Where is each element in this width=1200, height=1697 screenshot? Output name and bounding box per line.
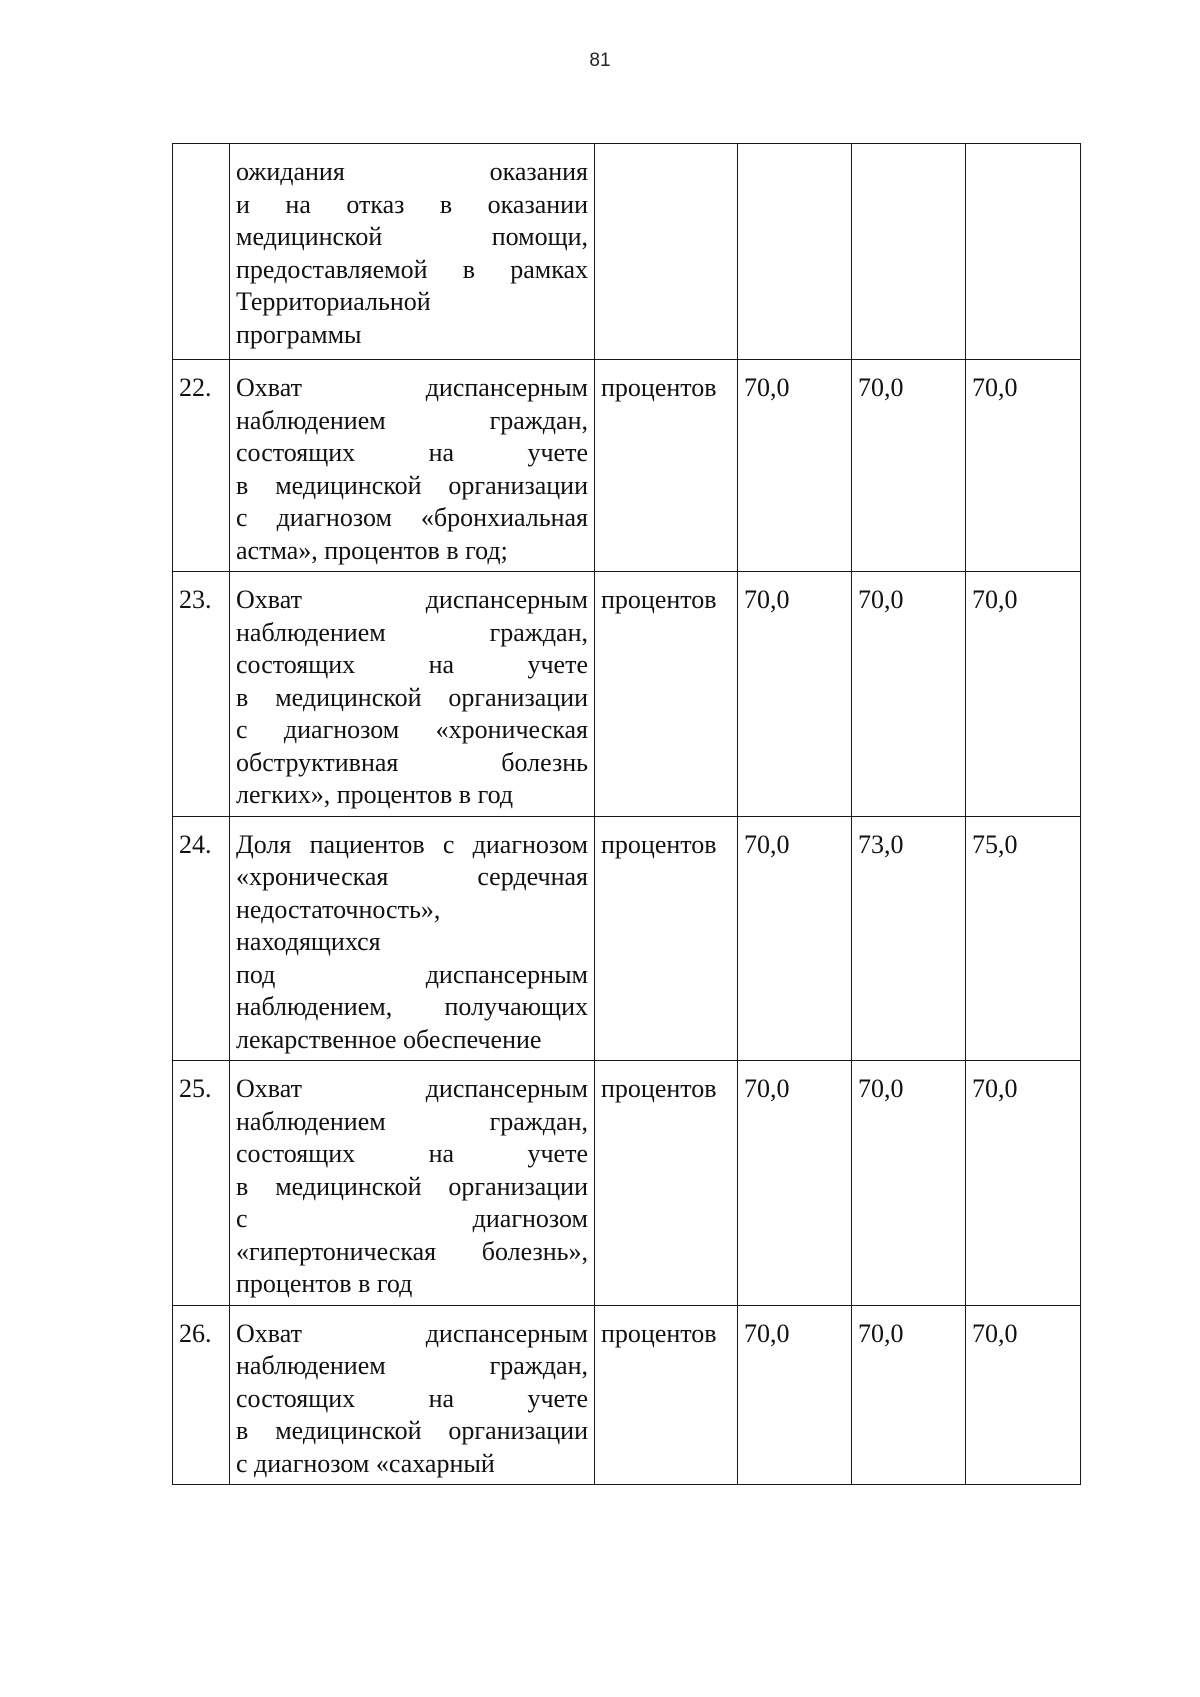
indicator-name-line: Охват диспансерным <box>236 373 588 402</box>
indicator-name-line: наблюдением, получающих <box>236 992 588 1021</box>
row-number-cell <box>173 144 230 360</box>
unit-cell: процентов <box>595 360 738 572</box>
indicator-name-line: находящихся <box>236 927 381 956</box>
value-cell-3: 70,0 <box>966 360 1081 572</box>
page-number: 81 <box>589 50 611 71</box>
indicator-name-line: в медицинской организации <box>236 1171 588 1201</box>
indicator-name-line: недостаточность», <box>236 894 441 924</box>
indicator-name-line: под диспансерным <box>236 959 588 989</box>
value-cell-2: 70,0 <box>852 360 966 572</box>
indicator-name-line: и на отказ в оказании <box>236 189 588 219</box>
indicator-name-line: процентов в год <box>236 1269 413 1298</box>
indicator-name-line: состоящих на учете <box>236 650 588 679</box>
value-cell-2: 70,0 <box>852 1061 966 1306</box>
indicator-name-line: в медицинской организации <box>236 1416 588 1445</box>
indicator-name-line: Охват диспансерным <box>236 1318 588 1348</box>
unit-cell <box>595 144 738 360</box>
table-row <box>173 1061 1081 1306</box>
indicator-name-line: в медицинской организации <box>236 470 588 500</box>
indicator-name-line: Охват диспансерным <box>236 1074 588 1103</box>
indicator-name-cell <box>230 360 595 572</box>
indicator-name-cell <box>230 1305 595 1485</box>
row-number-cell: 23. <box>173 572 230 817</box>
indicator-name-line: наблюдением граждан, <box>236 405 588 435</box>
value-cell-3: 70,0 <box>966 572 1081 817</box>
value-cell-1: 70,0 <box>738 1305 852 1485</box>
indicator-name-line: легких», процентов в год <box>236 780 514 809</box>
indicator-name-cell <box>230 1061 595 1306</box>
table-row <box>173 572 1081 817</box>
unit-cell: процентов <box>595 816 738 1061</box>
indicator-name-line: с диагнозом «хроническая <box>236 715 588 744</box>
value-cell-1: 70,0 <box>738 816 852 1061</box>
value-cell-2: 73,0 <box>852 816 966 1061</box>
indicator-name-line: Доля пациентов с диагнозом <box>236 829 588 859</box>
table-row <box>173 1305 1081 1485</box>
value-cell-2: 70,0 <box>852 572 966 817</box>
table-row <box>173 360 1081 572</box>
indicator-name-cell <box>230 144 595 360</box>
indicator-name-line: с диагнозом «бронхиальная <box>236 503 588 532</box>
table-body <box>173 144 1081 1485</box>
indicator-name-line: состоящих на учете <box>236 1383 588 1413</box>
value-cell-3: 75,0 <box>966 816 1081 1061</box>
indicator-name-line: предоставляемой в рамках <box>236 254 588 284</box>
value-cell-1: 70,0 <box>738 572 852 817</box>
indicator-name-line: наблюдением граждан, <box>236 1106 588 1136</box>
indicator-name-line: программы <box>236 319 362 349</box>
indicator-name-line: медицинской помощи, <box>236 222 588 251</box>
indicator-name-line: Территориальной <box>236 287 431 316</box>
indicator-name-line: наблюдением граждан, <box>236 617 588 647</box>
indicator-name-line: состоящих на учете <box>236 1139 588 1168</box>
table-row <box>173 816 1081 1061</box>
indicator-name-line: с диагнозом «сахарный <box>236 1448 495 1478</box>
row-number-cell: 24. <box>173 816 230 1061</box>
indicator-name-line: наблюдением граждан, <box>236 1351 588 1380</box>
indicator-name-line: «хроническая сердечная <box>236 862 588 891</box>
indicators-table <box>172 143 1081 1485</box>
row-number-cell: 22. <box>173 360 230 572</box>
row-number-cell: 25. <box>173 1061 230 1306</box>
value-cell-1: 70,0 <box>738 360 852 572</box>
unit-cell: процентов <box>595 1305 738 1485</box>
indicator-name-line: состоящих на учете <box>236 438 588 467</box>
unit-cell: процентов <box>595 1061 738 1306</box>
indicator-name-line: обструктивная болезнь <box>236 747 588 777</box>
indicator-name-line: ожидания оказания <box>236 157 588 186</box>
value-cell-1: 70,0 <box>738 1061 852 1306</box>
indicator-name-line: «гипертоническая болезнь», <box>236 1236 588 1266</box>
indicator-name-line: лекарственное обеспечение <box>236 1024 542 1054</box>
indicator-name-line: с диагнозом <box>236 1204 588 1233</box>
indicator-name-cell <box>230 572 595 817</box>
value-cell-1 <box>738 144 852 360</box>
value-cell-2: 70,0 <box>852 1305 966 1485</box>
value-cell-3: 70,0 <box>966 1305 1081 1485</box>
value-cell-3: 70,0 <box>966 1061 1081 1306</box>
unit-cell: процентов <box>595 572 738 817</box>
indicator-name-line: Охват диспансерным <box>236 585 588 614</box>
row-number-cell: 26. <box>173 1305 230 1485</box>
value-cell-2 <box>852 144 966 360</box>
indicator-name-cell <box>230 816 595 1061</box>
indicator-name-line: астма», процентов в год; <box>236 535 508 565</box>
value-cell-3 <box>966 144 1081 360</box>
indicator-name-line: в медицинской организации <box>236 682 588 712</box>
table-row <box>173 144 1081 360</box>
